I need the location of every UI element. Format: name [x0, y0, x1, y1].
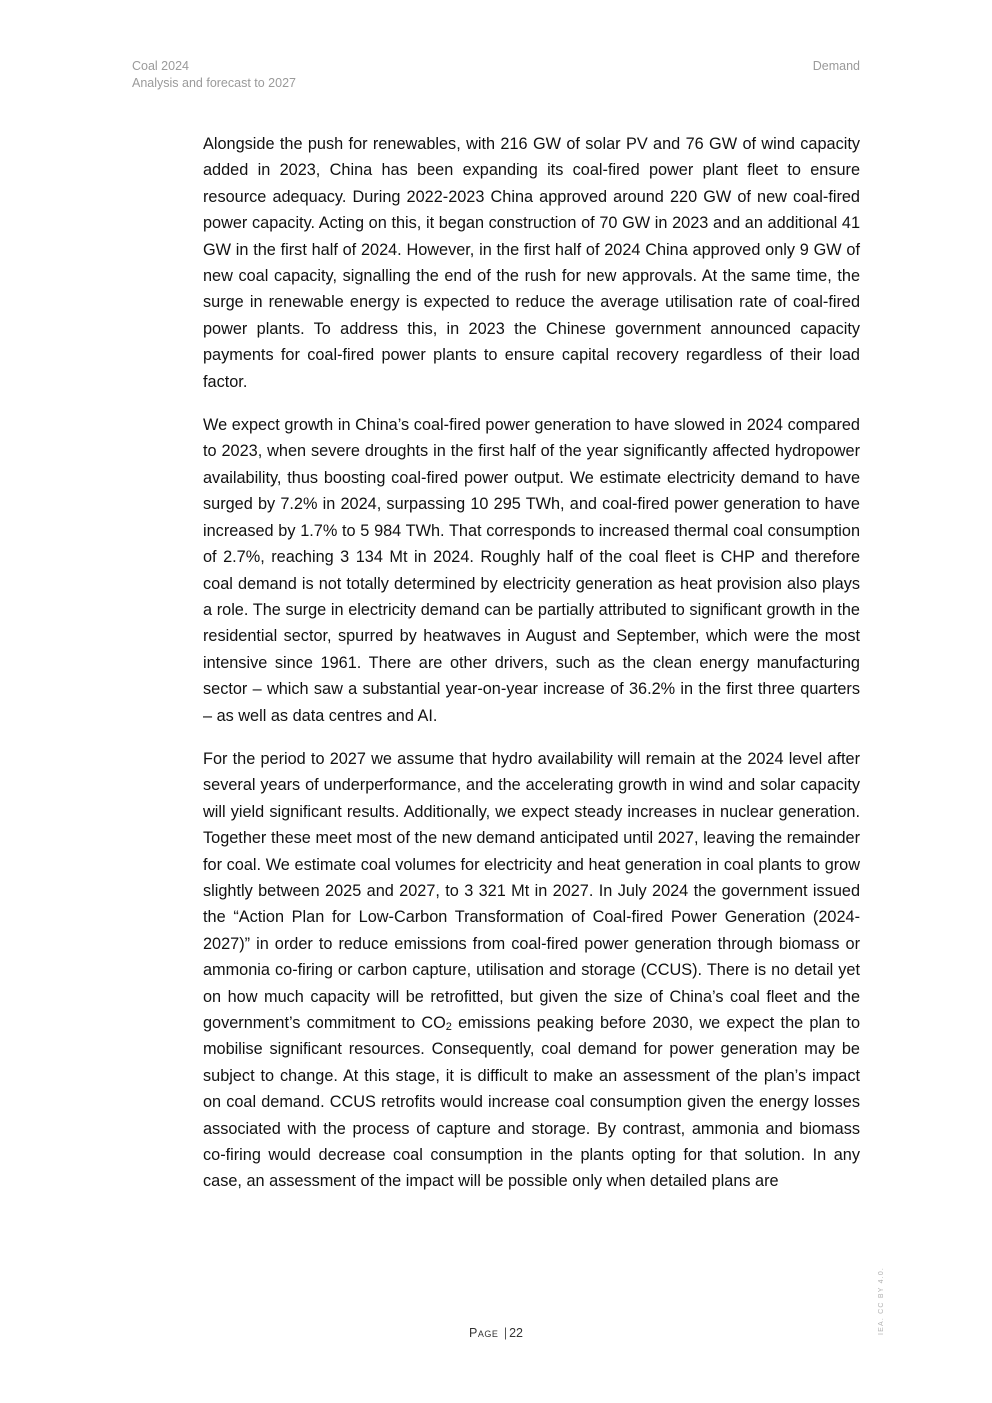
paragraph-2: We expect growth in China’s coal-fired power generation to have slowed in 2024 compared to 2023, when severe droughts in the first half of the year significantly affected hydropower availability, thus boosting coal-fired power output. We estimate electricity demand to have surged by 7.2% in 2024, surpassing 10 295 TWh, and coal-fired power generation to have increased by 1.7% to 5 984 TWh. That corresponds to increased thermal coal consumption of 2.7%, reaching 3 134 Mt in 2024. Roughly half of the coal fleet is CHP and therefore coal demand is not totally determined by electricity generation as heat provision also plays a role. The surge in electricity demand can be partially attributed to significant growth in the residential sector, spurred by heatwaves in August and September, which were the most intensive since 1961. There are other drivers, such as the clean energy manufacturing sector – which saw a substantial year-on-year increase of 36.2% in the first three quarters – as well as data centres and AI.	[203, 416, 860, 725]
section-name: Demand	[812, 59, 860, 73]
paragraph-3-part-1: For the period to 2027 we assume that hydro availability will remain at the 2024 level after several years of underperformance, and the accelerating growth in wind and solar capacity will yield significant results. Additionally, we expect steady increases in nuclear generation. Together these meet most of the new demand anticipated until 2027, leaving the remainder for coal. We estimate coal volumes for electricity and heat generation in coal plants to grow slightly between 2025 and 2027, to 3 321 Mt in 2027. In July 2024 the government issued the “Action Plan for Low-Carbon Transformation of Coal-fired Power Generation (2024-2027)” in order to reduce emissions from coal-fired power generation through biomass or ammonia co-firing or carbon capture, utilisation and storage (CCUS). There is no detail yet on how much capacity will be retrofitted, but given the size of China’s coal fleet and the government’s commitment to CO	[203, 749, 860, 1032]
paragraph-1: Alongside the push for renewables, with 216 GW of solar PV and 76 GW of wind capacity added in 2023, China has been expanding its coal-fired power plant fleet to ensure resource adequacy. During 2022-2023 China approved around 220 GW of new coal-fired power capacity. Acting on this, it began construction of 70 GW in 2023 and an additional 41 GW in the first half of 2024. However, in the first half of 2024 China approved only 9 GW of new coal capacity, signalling the end of the rush for new approvals. At the same time, the surge in renewable energy is expected to reduce the average utilisation rate of coal-fired power plants. To address this, in 2023 the Chinese government announced capacity payments for coal-fired power plants to ensure capital recovery regardless of their load factor.	[203, 135, 860, 391]
page-footer	[0, 1326, 992, 1340]
report-title: Coal 2024	[132, 59, 189, 73]
report-subtitle: Analysis and forecast to 2027	[132, 76, 296, 90]
co2-subscript: 2	[445, 1021, 452, 1033]
license-notice: IEA. CC BY 4.0.	[878, 1266, 885, 1335]
paragraph-3	[203, 746, 860, 1195]
page-label: Page	[469, 1326, 499, 1340]
paragraph-3-part-2: emissions peaking before 2030, we expect the plan to mobilise significant resources. Consequently, coal demand for power generation may be subject to change. At this stage, it is difficult to make an assessment of the plan’s impact on coal demand. CCUS retrofits would increase coal consumption given the energy losses associated with the process of capture and storage. By contrast, ammonia and biomass co-firing would decrease coal consumption in the plants opting for that solution. In any case, an assessment of the impact will be possible only when detailed plans are	[203, 1014, 860, 1191]
body-text	[203, 131, 860, 1212]
page-number: 22	[509, 1326, 523, 1340]
report-header	[132, 58, 296, 92]
page-separator: |	[503, 1326, 508, 1340]
